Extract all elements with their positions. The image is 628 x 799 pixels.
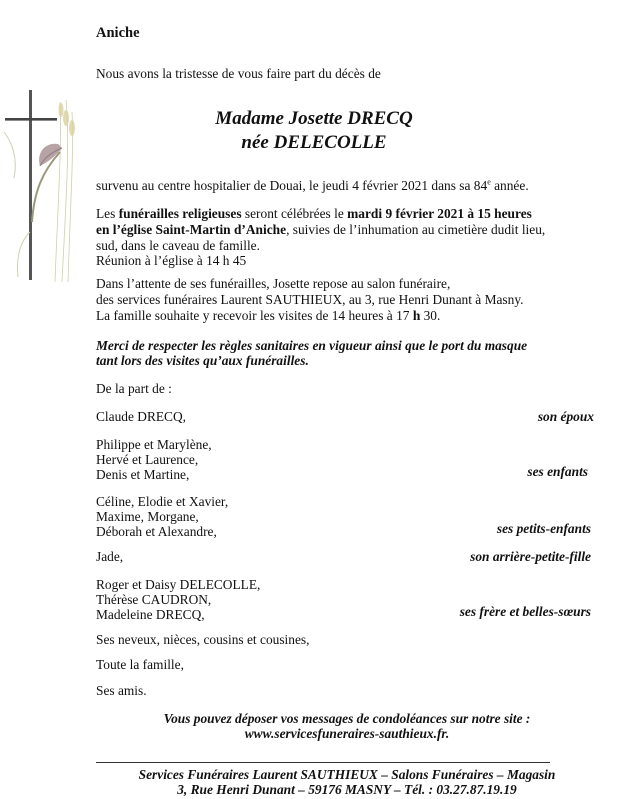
family-name: Philippe et Marylène, — [96, 437, 212, 452]
intro-line: Nous avons la tristesse de vous faire part du décès de — [96, 66, 381, 81]
deceased-maiden-name: née DELECOLLE — [241, 132, 387, 153]
condolences-website: www.servicesfuneraires-sauthieux.fr. — [244, 726, 450, 741]
others-line: Toute la famille, — [96, 657, 184, 672]
text-bold: h — [412, 308, 421, 323]
family-name: Déborah et Alexandre, — [96, 524, 217, 539]
family-name: Denis et Martine, — [96, 467, 190, 482]
family-name: Jade, — [96, 549, 124, 564]
from-label: De la part de : — [96, 381, 172, 396]
death-text: survenu au centre hospitalier de Douai, le jeudi 4 février 2021 dans sa 84 — [96, 178, 488, 193]
family-name: Thérèse CAUDRON, — [96, 592, 212, 607]
family-relation: ses petits-enfants — [496, 521, 591, 536]
town-heading: Aniche — [96, 25, 140, 41]
funeral-type: funérailles religieuses — [118, 206, 242, 221]
condolences-line-1: Vous pouvez déposer vos messages de condoléances sur notre site : — [163, 711, 531, 726]
funeral-date: mardi 9 février 2021 à 15 heures — [347, 206, 532, 221]
text: La famille souhaite y recevoir les visites de 14 heures à 17 — [96, 308, 413, 323]
footer-divider — [96, 762, 550, 763]
others-line: Ses amis. — [96, 683, 147, 698]
family-name: Roger et Daisy DELECOLLE, — [96, 577, 261, 592]
family-relation: son époux — [537, 409, 594, 424]
others-line: Ses neveux, nièces, cousins et cousines, — [96, 632, 310, 647]
visit-line-2: des services funéraires Laurent SAUTHIEUX, au 3, rue Henri Dunant à Masny. — [96, 292, 524, 307]
death-line — [96, 178, 529, 194]
text: 30. — [420, 308, 441, 323]
funeral-church: en l’église Saint-Martin d’Aniche — [96, 222, 287, 237]
family-name: Claude DRECQ, — [96, 409, 187, 424]
funeral-line-4: Réunion à l’église à 14 h 45 — [96, 253, 247, 268]
visit-line-3 — [96, 308, 440, 324]
death-text-end: année. — [490, 178, 529, 193]
ordinal-sup: e — [487, 177, 491, 187]
family-name: Maxime, Morgane, — [96, 509, 199, 524]
family-relation: son arrière-petite-fille — [470, 549, 591, 564]
funeral-line-1 — [96, 206, 532, 222]
text: , suivies de l’inhumation au cimetière dudit lieu, — [286, 222, 546, 237]
deceased-name: Madame Josette DRECQ — [215, 108, 413, 129]
family-name: Céline, Elodie et Xavier, — [96, 494, 229, 509]
notice-line-2: tant lors des visites qu’aux funérailles. — [96, 353, 309, 368]
text: seront célébrées le — [241, 206, 348, 221]
family-name: Hervé et Laurence, — [96, 452, 199, 467]
visit-line-1: Dans l’attente de ses funérailles, Josette repose au salon funéraire, — [96, 276, 451, 291]
funeral-line-3: sud, dans le caveau de famille. — [96, 238, 260, 253]
footer-line-2: 3, Rue Henri Dunant – 59176 MASNY – Tél. : 03.27.87.19.19 — [177, 782, 517, 797]
funeral-line-2 — [96, 222, 545, 238]
notice-line-1: Merci de respecter les règles sanitaires en vigueur ainsi que le port du masque — [96, 338, 528, 353]
family-relation: ses enfants — [527, 464, 588, 479]
family-relation: ses frère et belles-sœurs — [459, 604, 591, 619]
footer-line-1: Services Funéraires Laurent SAUTHIEUX – Salons Funéraires – Magasin — [138, 767, 556, 782]
family-name: Madeleine DRECQ, — [96, 607, 205, 622]
text: Les — [96, 206, 119, 221]
